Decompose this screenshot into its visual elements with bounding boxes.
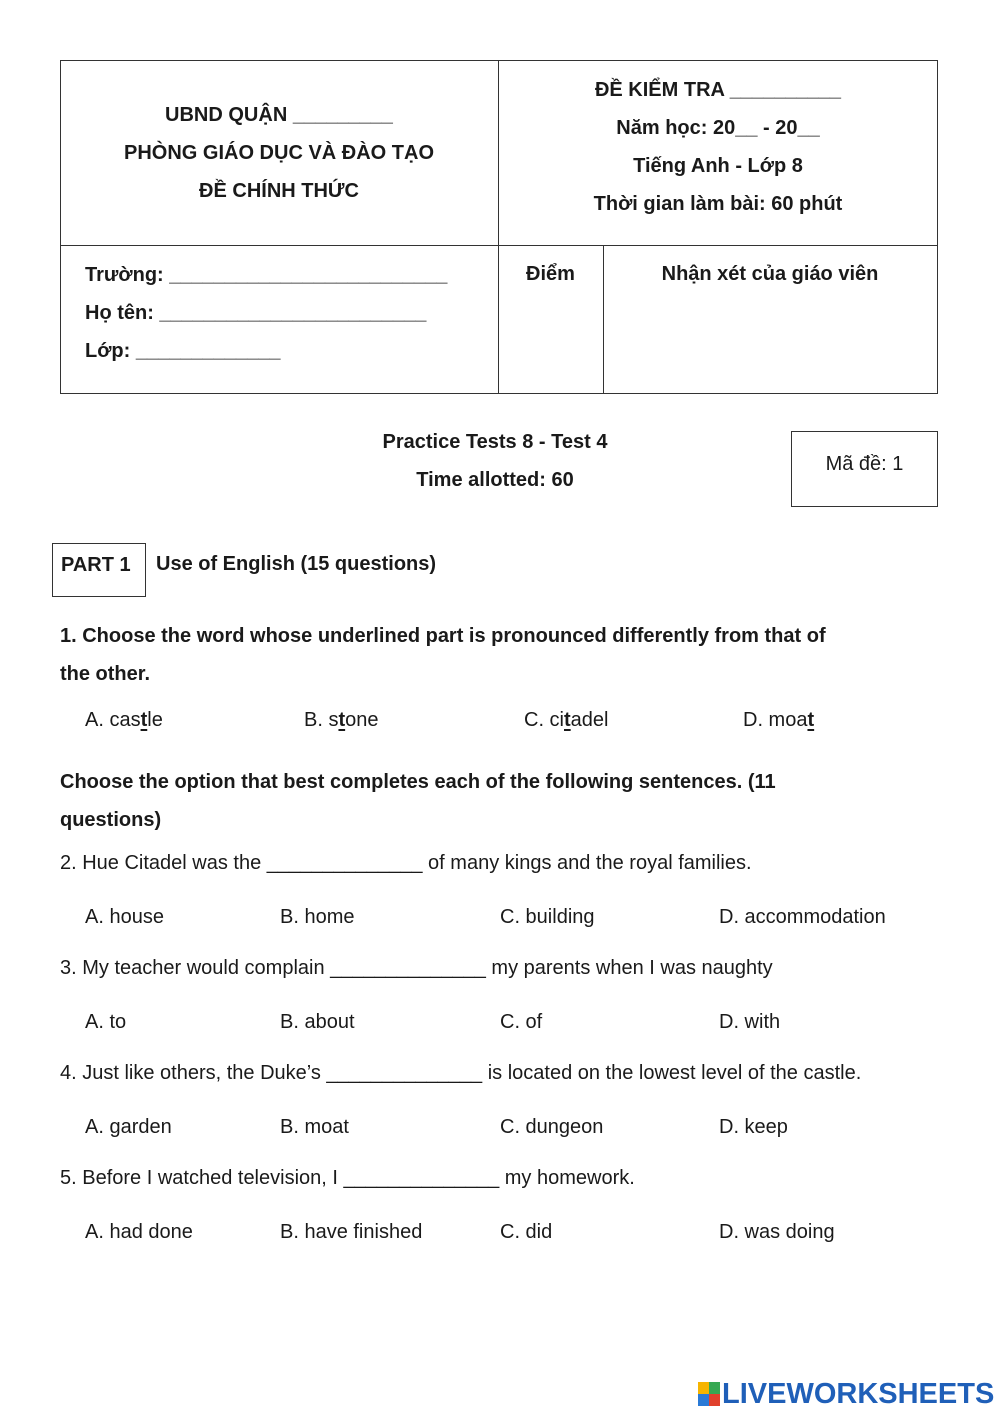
q5-option-b[interactable]: B. have finished (280, 1221, 423, 1243)
q2-option-d[interactable]: D. accommodation (719, 906, 886, 928)
q3-option-d[interactable]: D. with (719, 1011, 781, 1033)
q3-option-b[interactable]: B. about (280, 1011, 355, 1033)
q3-option-a[interactable]: A. to (85, 1011, 127, 1033)
section2-line2: questions) (60, 809, 162, 831)
part-label-box (52, 543, 146, 597)
q1-option-d[interactable] (743, 709, 814, 732)
q4-option-c[interactable]: C. dungeon (500, 1116, 604, 1138)
q4-text: 4. Just like others, the Duke’s ______________ is located on the lowest level of the castle. (60, 1062, 862, 1084)
subject-grade: Tiếng Anh - Lớp 8 (633, 155, 803, 177)
section2-instructions (60, 763, 776, 839)
score-label: Điểm (526, 263, 575, 285)
test-title: Practice Tests 8 - Test 4 (382, 431, 608, 453)
table-border-bottom (60, 393, 938, 394)
q1-a-pre: A. cas (85, 709, 141, 731)
q1-c-post: adel (570, 709, 609, 731)
q1-a-post: le (147, 709, 163, 731)
district-line: UBND QUẬN _________ (165, 104, 393, 126)
school-field: Trường: _________________________ (85, 264, 448, 286)
table-border-middle (60, 245, 938, 246)
time-allotted: Time allotted: 60 (416, 469, 574, 491)
header-right-cell (498, 71, 938, 223)
school-year: Năm học: 20__ - 20__ (616, 117, 820, 139)
section2-line1: Choose the option that best completes each of the following sentences. (11 (60, 771, 776, 793)
class-field: Lớp: _____________ (85, 340, 281, 362)
q2-option-b[interactable]: B. home (280, 906, 355, 928)
q3-option-c[interactable]: C. of (500, 1011, 543, 1033)
liveworksheets-logo[interactable] (698, 1377, 994, 1411)
q1-d-underlined: t (807, 709, 815, 731)
q5-option-a[interactable]: A. had done (85, 1221, 193, 1243)
q1-d-pre: D. moa (743, 709, 808, 731)
q2-option-c[interactable]: C. building (500, 906, 595, 928)
q1-option-a[interactable] (85, 709, 163, 732)
q1-prompt-line1: 1. Choose the word whose underlined part is pronounced differently from that of (60, 625, 826, 647)
q5-text: 5. Before I watched television, I ______________ my homework. (60, 1167, 635, 1189)
q1-option-b[interactable] (304, 709, 379, 732)
q1-prompt-line2: the other. (60, 663, 151, 685)
table-border-top (60, 60, 938, 61)
student-info (85, 256, 447, 370)
q3-text: 3. My teacher would complain ______________ my parents when I was naughty (60, 957, 773, 979)
q5-option-c[interactable]: C. did (500, 1221, 553, 1243)
department-line: PHÒNG GIÁO DỤC VÀ ĐÀO TẠO (123, 142, 434, 164)
header-left-cell (60, 96, 498, 210)
q1-option-c[interactable] (524, 709, 608, 732)
q1-a-underlined: t (140, 709, 148, 731)
q2-text: 2. Hue Citadel was the ______________ of many kings and the royal families. (60, 852, 752, 874)
q4-option-b[interactable]: B. moat (280, 1116, 349, 1138)
q2-option-a[interactable]: A. house (85, 906, 164, 928)
q5-option-d[interactable]: D. was doing (719, 1221, 835, 1243)
q1-c-underlined: t (564, 709, 571, 731)
part-title: Use of English (15 questions) (156, 553, 437, 575)
exam-duration: Thời gian làm bài: 60 phút (593, 193, 843, 215)
q4-option-a[interactable]: A. garden (85, 1116, 172, 1138)
teacher-comment-label: Nhận xét của giáo viên (661, 263, 879, 285)
q1-b-post: one (345, 709, 379, 731)
q1-b-underlined: t (338, 709, 346, 731)
q1-b-pre: B. s (304, 709, 339, 731)
exam-title: ĐỀ KIỂM TRA __________ (594, 79, 842, 101)
brand-name: LIVEWORKSHEETS (722, 1377, 995, 1410)
liveworksheets-icon (698, 1382, 720, 1406)
q1-prompt (60, 617, 826, 693)
exam-code: Mã đề: 1 (825, 453, 904, 475)
name-field: Họ tên: ________________________ (85, 302, 427, 324)
part-label: PART 1 (61, 554, 131, 576)
exam-code-box (791, 431, 938, 507)
q1-c-pre: C. ci (524, 709, 564, 731)
official-exam-line: ĐỀ CHÍNH THỨC (199, 180, 359, 202)
q4-option-d[interactable]: D. keep (719, 1116, 788, 1138)
